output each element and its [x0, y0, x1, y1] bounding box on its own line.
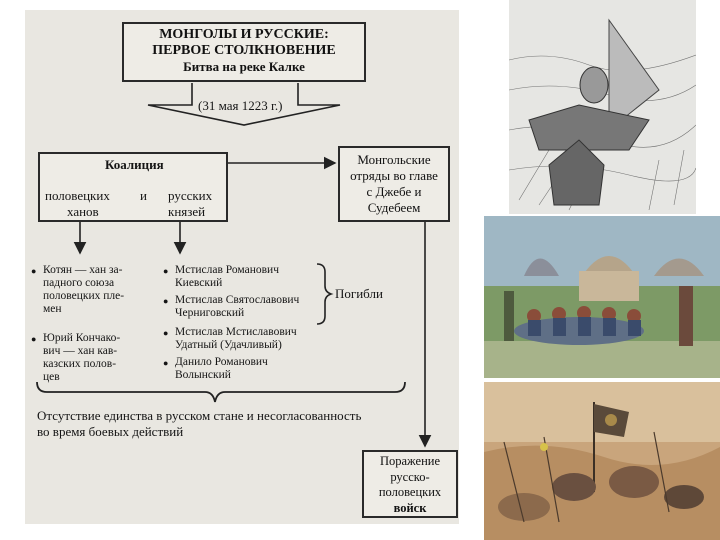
- mongols-line2: отряды во главе: [350, 168, 438, 183]
- mongols-line4: Судебеем: [367, 200, 421, 215]
- prince-chernigovsky-line1: ● Мстислав Святославович: [175, 294, 300, 306]
- khan-yuri-line2: вич — хан кав-: [43, 345, 118, 357]
- prince-kievsky-line1: ● Мстислав Романович: [175, 264, 279, 276]
- coalition-left-line1: половецких: [45, 188, 110, 203]
- prince-udatny-line1: ● Мстислав Мстиславович: [175, 326, 297, 338]
- coalition-left-line2: ханов: [67, 204, 99, 219]
- defeat-line2: русско-: [390, 469, 430, 484]
- mongols-line3: с Джебе и: [366, 184, 422, 199]
- scheme-diagram: [25, 10, 459, 524]
- khan-yuri-line3: казских полов-: [43, 358, 117, 370]
- prince-volynsky: [175, 356, 268, 382]
- prince-chernigovsky: [175, 294, 299, 320]
- painting-yurts-camp: [484, 216, 720, 378]
- khan-yuri-line4: цев: [43, 371, 60, 383]
- coalition-right-line1: русских: [168, 188, 213, 203]
- prince-chernigovsky-line2: Черниговский: [175, 307, 245, 319]
- defeat-line3: половецких: [378, 485, 442, 499]
- prince-volynsky-line2: Волынский: [175, 369, 231, 381]
- sketch-illustration: [509, 0, 696, 214]
- conclusion-line2: во время боевых действий: [37, 424, 184, 439]
- coalition-right-line2: князей: [168, 204, 206, 219]
- prince-kievsky-line2: Киевский: [175, 277, 223, 289]
- painting-battle-drawing: [484, 382, 720, 540]
- khan-kotyan-line1: ● Котян — хан за-: [43, 264, 123, 276]
- perished-label: Погибли: [335, 286, 383, 301]
- bottom-brace: [37, 382, 405, 402]
- title-box: [122, 22, 366, 82]
- khan-kotyan-line3: половецких пле-: [43, 290, 125, 302]
- title-line1: МОНГОЛЫ И РУССКИЕ:: [159, 27, 329, 42]
- khan-kotyan-line4: мен: [43, 303, 62, 315]
- defeat-line1: Поражение: [379, 454, 441, 468]
- khan-kotyan: [43, 264, 124, 316]
- prince-volynsky-line1: ● Данило Романович: [175, 356, 268, 368]
- khan-yuri: [43, 332, 120, 384]
- khan-yuri-line1: ● Юрий Кончако-: [43, 332, 121, 344]
- painting-yurts-camp-drawing: [484, 216, 720, 378]
- prince-udatny: [175, 326, 297, 352]
- coalition-label: Коалиция: [105, 157, 164, 172]
- coalition-box: [38, 152, 228, 222]
- mongols-line1: Монгольские: [357, 152, 431, 167]
- conclusion-line1: Отсутствие единства в русском стане и несогласованность: [37, 408, 362, 423]
- perished-brace: [317, 264, 331, 324]
- mongols-box: [338, 146, 450, 222]
- defeat-box: [362, 450, 458, 518]
- subtitle: Битва на реке Калке: [183, 59, 305, 74]
- painting-battle: [484, 382, 720, 540]
- sketch-illustration-drawing: [509, 0, 696, 214]
- battle-date: (31 мая 1223 г.): [198, 98, 283, 113]
- title-line2: ПЕРВОЕ СТОЛКНОВЕНИЕ: [152, 43, 336, 58]
- coalition-conjunction: и: [140, 188, 147, 203]
- prince-kievsky: [175, 264, 279, 290]
- defeat-line4: войск: [393, 500, 427, 515]
- khan-kotyan-line2: падного союза: [43, 277, 115, 289]
- prince-udatny-line2: Удатный (Удачливый): [175, 339, 282, 351]
